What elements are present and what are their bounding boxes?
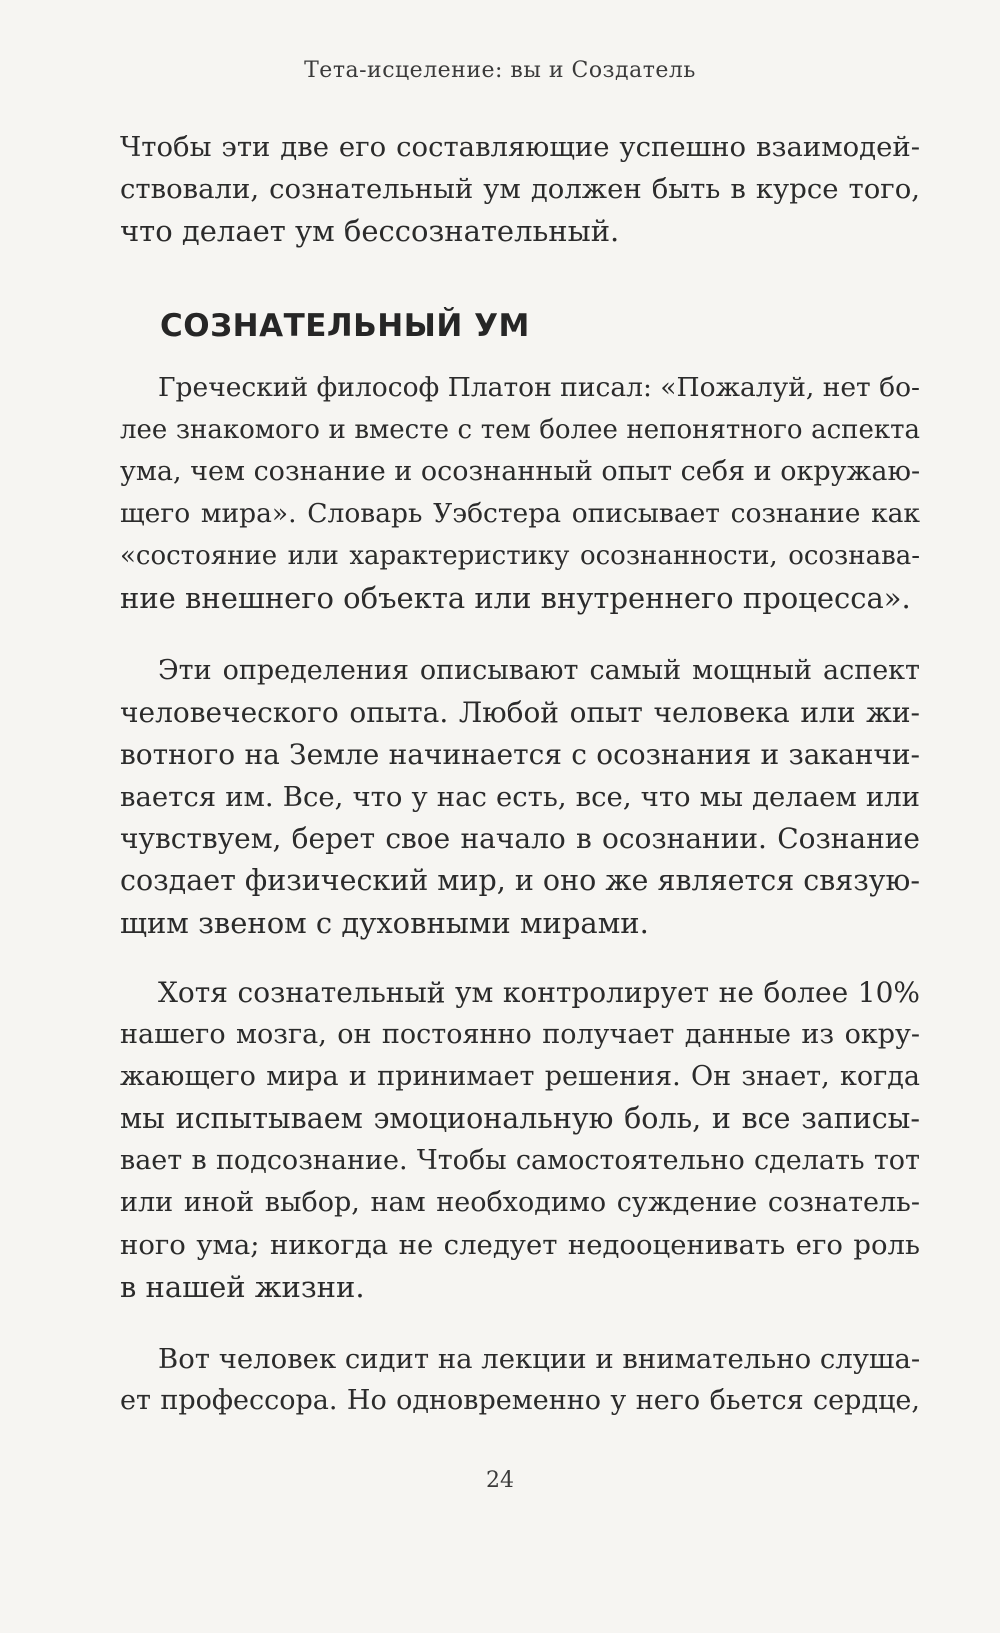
text-line: нашего мозга, он постоянно получает данные из окру-: [120, 1019, 920, 1050]
text-line: ствовали, сознательный ум должен быть в курсе того,: [120, 173, 920, 205]
text-line: или иной выбор, нам необходимо суждение сознатель-: [120, 1187, 920, 1218]
running-header: Тета-исцеление: вы и Создатель: [304, 58, 696, 83]
page-number: 24: [486, 1468, 514, 1493]
text-line: в нашей жизни.: [120, 1270, 365, 1304]
text-line: «состояние или характеристику осознанности, осознава-: [120, 541, 920, 571]
text-line: мы испытываем эмоциональную боль, и все записы-: [120, 1102, 920, 1135]
paragraph: [120, 367, 920, 619]
text-line: чувствуем, берет свое начало в осознании. Сознание: [120, 822, 920, 855]
text-line: ума, чем сознание и осознанный опыт себя и окружаю-: [120, 456, 921, 487]
text-line: человеческого опыта. Любой опыт человека или жи-: [120, 696, 920, 729]
text-line: Эти определения описывают самый мощный аспект: [158, 655, 920, 686]
text-line: ного ума; никогда не следует недооценивать его роль: [120, 1229, 920, 1261]
text-line: создает физический мир, и оно же является связую-: [120, 864, 920, 897]
text-line: ет профессора. Но одновременно у него бьется сердце,: [120, 1385, 920, 1416]
text-line: Чтобы эти две его составляющие успешно взаимодей-: [120, 131, 920, 163]
paragraph: [120, 972, 920, 1308]
text-line: вается им. Все, что у нас есть, все, что мы делаем или: [120, 781, 920, 813]
text-line: вотного на Земле начинается с осознания и заканчи-: [120, 738, 920, 771]
paragraph: [120, 1338, 920, 1422]
text-line: жающего мира и принимает решения. Он знает, когда: [120, 1061, 920, 1092]
text-line: вает в подсознание. Чтобы самостоятельно сделать тот: [120, 1145, 920, 1176]
text-line: Вот человек сидит на лекции и внимательно слуша-: [158, 1343, 921, 1375]
text-line: щего мира». Словарь Уэбстера описывает сознание как: [120, 498, 920, 529]
text-line: ние внешнего объекта или внутреннего процесса».: [120, 581, 911, 615]
section-heading: СОЗНАТЕЛЬНЫЙ УМ: [160, 308, 530, 344]
text-line: лее знакомого и вместе с тем более непонятного аспекта: [120, 415, 920, 445]
text-line: щим звеном с духовными мирами.: [120, 906, 649, 940]
text-line: Греческий философ Платон писал: «Пожалуй, нет бо-: [158, 372, 920, 403]
paragraph-continuation: [120, 126, 920, 252]
paragraph: [120, 650, 920, 944]
text-line: Хотя сознательный ум контролирует не более 10%: [158, 976, 920, 1009]
text-line: что делает ум бессознательный.: [120, 214, 620, 248]
